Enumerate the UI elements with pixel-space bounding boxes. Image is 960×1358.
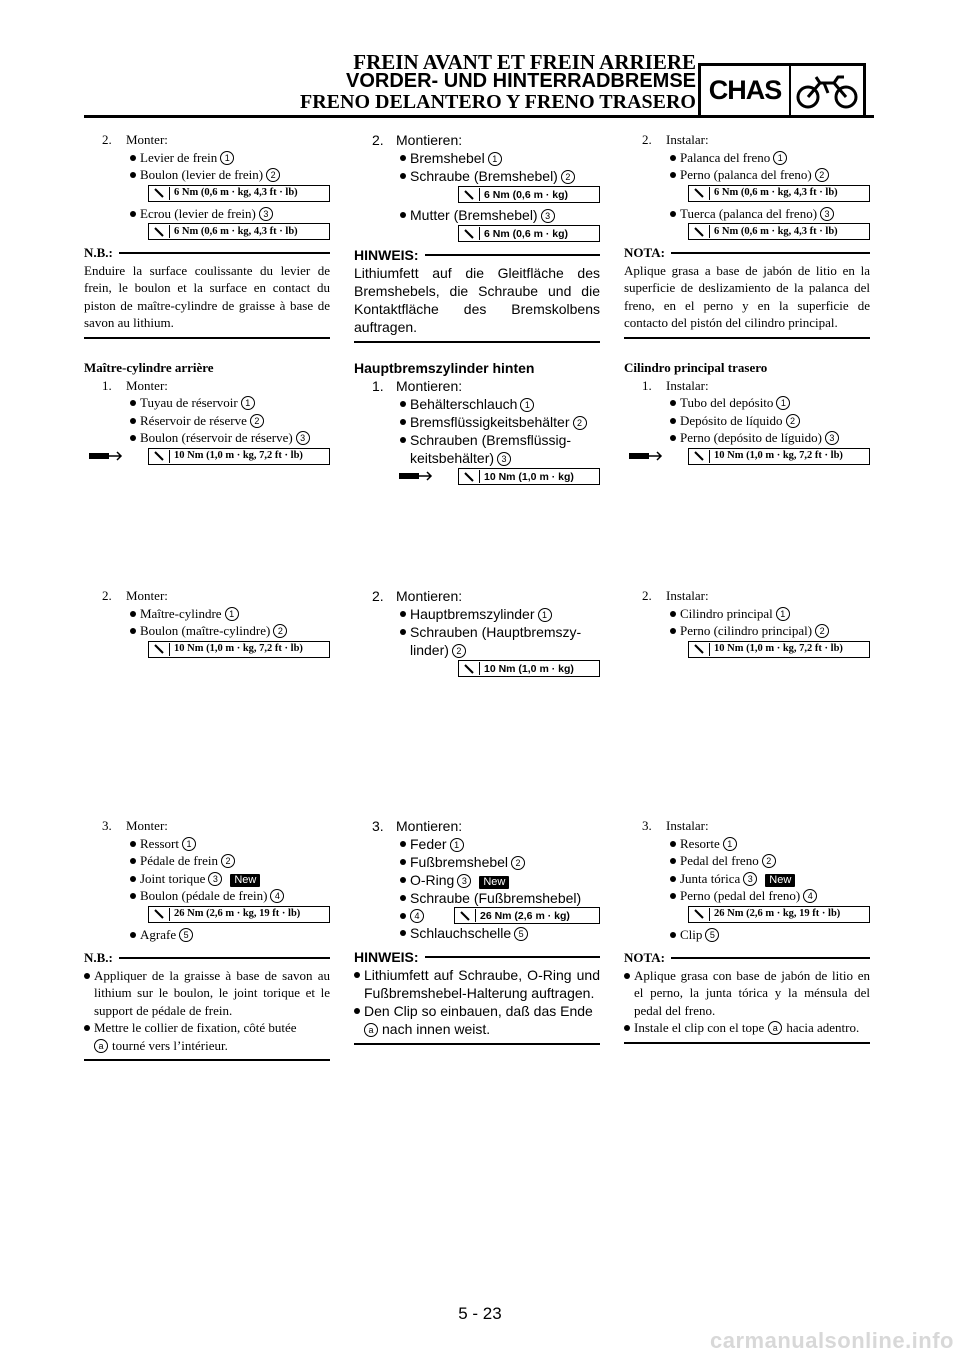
de-step-pedal: [354, 817, 600, 1045]
list-item: Depósito de líquido: [680, 412, 783, 428]
list-item: Tubo del depósito: [680, 395, 774, 410]
de-step-brake-lever: [354, 131, 600, 343]
torque-value: 26 Nm (2,6 m · kg, 19 ft · lb): [714, 908, 841, 920]
note-label: HINWEIS:: [354, 247, 419, 263]
torque-spec: [148, 223, 330, 240]
step-number: 1.: [642, 377, 652, 393]
list-item: Junta tórica: [680, 870, 741, 886]
torque-value: 6 Nm (0,6 m · kg, 4,3 ft · lb): [174, 225, 298, 237]
es-step-reservoir: [624, 359, 870, 468]
list-item: Cilindro principal: [680, 605, 773, 621]
step-number: 2.: [102, 132, 112, 147]
fr-step-reservoir: [84, 359, 330, 468]
list-item: Tuyau de réservoir: [140, 395, 238, 410]
step-number: 3.: [642, 818, 652, 833]
header-title-de: VORDER- UND HINTERRADBREMSE: [345, 70, 696, 92]
step-title: Instalar:: [666, 818, 709, 833]
callout-number: 2: [273, 624, 287, 638]
callout-number: 1: [723, 837, 737, 851]
callout-number: 3: [208, 872, 222, 886]
step-title: Monter:: [126, 377, 168, 393]
callout-number: 1: [225, 607, 239, 621]
list-item: Schraube (Fußbremshebel): [410, 890, 582, 906]
list-item: Boulon (maître-cylindre): [140, 623, 271, 638]
note-rule: [84, 337, 330, 339]
torque-spec: [688, 641, 870, 658]
note-text: Mettre le collier de fixation, côté butée: [94, 1020, 297, 1035]
locking-agent-icon: [627, 449, 679, 464]
note-item: Aplique grasa con base de jabón de litio en el perno, la junta tórica y la ménsula del pedal del freno.: [624, 967, 870, 1020]
es-step-master-cylinder: [624, 587, 870, 661]
fr-step-master-cylinder: [84, 587, 330, 661]
torque-value: 10 Nm (1,0 m · kg): [484, 470, 574, 483]
step-number: 1.: [102, 377, 112, 393]
callout-number: 5: [705, 928, 719, 942]
es-step-pedal: [624, 817, 870, 1044]
note-text: Aplique grasa a base de jabón de litio en la superficie de deslizamiento de la palanca del freno, en el perno y en la superficie de contacto del pistón del cilindro principal.: [624, 262, 870, 330]
note-rule: [84, 1059, 330, 1061]
note-item: [624, 1019, 870, 1037]
step-title: Monter:: [126, 588, 168, 603]
step-title: Monter:: [126, 818, 168, 833]
list-item: Tuerca (palanca del freno): [680, 205, 818, 221]
torque-spec: [458, 660, 600, 677]
list-item: Perno (palanca del freno): [680, 167, 812, 182]
new-part-badge: New: [230, 874, 260, 887]
note-rule: [624, 1042, 870, 1044]
step-number: 2.: [372, 588, 384, 604]
note-label: NOTA:: [624, 950, 665, 965]
torque-spec: [148, 641, 330, 658]
wrench-icon: [689, 643, 710, 656]
list-item: Feder: [410, 836, 447, 852]
callout-number: 1: [776, 607, 790, 621]
callout-number: 2: [511, 856, 525, 870]
torque-value: 6 Nm (0,6 m · kg, 4,3 ft · lb): [714, 187, 838, 199]
wrench-icon: [459, 470, 480, 483]
list-item: Perno (cilindro principal): [680, 623, 813, 638]
torque-value: 10 Nm (1,0 m · kg, 7,2 ft · lb): [174, 643, 303, 655]
list-item: O-Ring: [410, 872, 455, 888]
header-rule: [84, 115, 874, 118]
list-item: Fußbremshebel: [410, 854, 509, 870]
note-item: [84, 1019, 330, 1054]
callout-number: 1: [488, 152, 502, 166]
note-text: hacia adentro.: [786, 1020, 860, 1035]
list-item: Clip: [680, 926, 703, 942]
list-item: Pedal del freno: [680, 853, 759, 868]
step-number: 3.: [372, 818, 384, 834]
note-heading: [624, 244, 870, 262]
list-item: Levier de frein: [140, 149, 218, 165]
torque-value: 6 Nm (0,6 m · kg): [484, 188, 569, 201]
de-step-reservoir: [354, 359, 600, 488]
header-title-fr: FREIN AVANT ET FREIN ARRIERE: [353, 50, 696, 74]
list-item: Ecrou (levier de frein): [140, 205, 256, 221]
callout-number: 2: [221, 854, 235, 868]
note-rule: [624, 337, 870, 339]
torque-spec: [458, 186, 600, 203]
fr-step-pedal: [84, 817, 330, 1061]
note-heading: [354, 246, 600, 264]
list-item: Bremshebel: [410, 150, 485, 166]
callout-letter: a: [364, 1023, 378, 1037]
callout-number: 4: [270, 889, 284, 903]
torque-spec: [688, 223, 870, 240]
list-item: Joint torique: [140, 870, 206, 886]
list-item: Schrauben (Hauptbremszy-linder): [410, 624, 582, 658]
list-item: Réservoir de réserve: [140, 412, 247, 428]
callout-number: 1: [773, 151, 787, 165]
locking-agent-icon: [87, 449, 139, 464]
list-item: Behälterschlauch: [410, 396, 518, 412]
note-text: Instale el clip con el tope: [634, 1020, 765, 1035]
new-part-badge: New: [765, 874, 795, 887]
note-item: [354, 1002, 600, 1038]
list-item: Boulon (pédale de frein): [140, 888, 268, 903]
step-title: Instalar:: [666, 132, 709, 147]
wrench-icon: [149, 643, 170, 656]
torque-value: 26 Nm (2,6 m · kg, 19 ft · lb): [174, 908, 301, 920]
callout-number: 5: [514, 927, 528, 941]
callout-number: 1: [241, 396, 255, 410]
step-title: Montieren:: [396, 132, 463, 148]
note-item: Lithiumfett auf Schraube, O-Ring und Fußbremshebel-Halterung auftragen.: [354, 966, 600, 1002]
list-item: Boulon (levier de frein): [140, 167, 264, 182]
wrench-icon: [149, 908, 170, 921]
wrench-icon: [459, 227, 480, 240]
note-heading: [84, 244, 330, 262]
motorcycle-icon: [791, 66, 863, 115]
torque-spec: [688, 185, 870, 202]
watermark: carmanualsonline.info: [710, 1328, 954, 1353]
wrench-icon: [459, 662, 480, 675]
list-item: Pédale de frein: [140, 853, 218, 868]
step-title: Montieren:: [396, 378, 463, 394]
wrench-icon: [689, 187, 710, 200]
callout-number: 3: [497, 452, 511, 466]
callout-letter: a: [768, 1021, 782, 1035]
callout-number: 2: [573, 416, 587, 430]
wrench-icon: [689, 225, 710, 238]
list-item: Agrafe: [140, 926, 177, 942]
torque-value: 10 Nm (1,0 m · kg, 7,2 ft · lb): [174, 450, 303, 462]
callout-number: 4: [803, 889, 817, 903]
de-step-master-cylinder: [354, 587, 600, 680]
callout-number: 2: [815, 624, 829, 638]
note-label: NOTA:: [624, 245, 665, 260]
note-text: Den Clip so einbauen, daß das Ende: [364, 1003, 593, 1019]
subsection-title: Hauptbremszylinder hinten: [354, 360, 535, 376]
callout-number: 1: [182, 837, 196, 851]
note-heading: [84, 949, 330, 967]
step-number: 2.: [372, 132, 384, 148]
note-heading: [354, 948, 600, 966]
wrench-icon: [455, 909, 476, 922]
callout-number: 3: [743, 872, 757, 886]
step-title: Monter:: [126, 132, 168, 147]
locking-agent-icon: [397, 469, 449, 484]
list-item: Ressort: [140, 835, 179, 851]
list-item: Mutter (Bremshebel): [410, 207, 538, 223]
callout-number: 3: [825, 431, 839, 445]
callout-number: 4: [410, 909, 424, 923]
fr-step-brake-lever: [84, 131, 330, 339]
note-text: nach innen weist.: [382, 1021, 491, 1037]
torque-spec: [688, 906, 870, 923]
callout-number: 1: [538, 608, 552, 622]
callout-number: 2: [561, 170, 575, 184]
list-item: Palanca del freno: [680, 149, 771, 165]
torque-value: 10 Nm (1,0 m · kg, 7,2 ft · lb): [714, 450, 843, 462]
wrench-icon: [689, 908, 710, 921]
callout-number: 1: [776, 396, 790, 410]
wrench-icon: [459, 188, 480, 201]
callout-number: 2: [762, 854, 776, 868]
new-part-badge: New: [479, 876, 509, 889]
list-item: Hauptbremszylinder: [410, 606, 535, 622]
note-rule: [354, 1043, 600, 1045]
step-title: Montieren:: [396, 588, 463, 604]
subsection-title: Maître-cylindre arrière: [84, 360, 214, 375]
note-text: Lithiumfett auf die Gleitfläche des Bremshebels, die Schraube und die Kontaktfläche des Bremskolbens auftragen.: [354, 265, 600, 335]
es-step-brake-lever: [624, 131, 870, 339]
callout-number: 1: [220, 151, 234, 165]
list-item: Perno (depósito de líguido): [680, 430, 822, 445]
wrench-icon: [149, 187, 170, 200]
callout-number: 2: [266, 168, 280, 182]
torque-spec: [148, 906, 330, 923]
step-number: 2.: [642, 132, 652, 147]
list-item: Schlauchschelle: [410, 925, 512, 941]
step-number: 3.: [102, 818, 112, 833]
callout-number: 5: [179, 928, 193, 942]
callout-number: 3: [457, 874, 471, 888]
callout-number: 1: [520, 398, 534, 412]
callout-number: 1: [450, 838, 464, 852]
step-title: Instalar:: [666, 377, 709, 393]
torque-spec: [688, 448, 870, 465]
callout-letter: a: [94, 1039, 108, 1053]
torque-spec: [148, 185, 330, 202]
torque-value: 6 Nm (0,6 m · kg, 4,3 ft · lb): [714, 225, 838, 237]
callout-number: 3: [820, 207, 834, 221]
torque-spec: [458, 468, 600, 485]
wrench-icon: [149, 225, 170, 238]
note-text: Enduire la surface coulissante du levier de frein, le boulon et la surface en contact du piston de maître-cylindre de graisse à base de savon au lithium.: [84, 262, 330, 330]
note-item: Appliquer de la graisse à base de savon au lithium sur le boulon, le joint torique et le support de pédale de frein.: [84, 967, 330, 1020]
wrench-icon: [149, 450, 170, 463]
step-number: 2.: [102, 588, 112, 603]
torque-value: 26 Nm (2,6 m · kg): [480, 909, 570, 922]
callout-number: 3: [541, 209, 555, 223]
torque-value: 6 Nm (0,6 m · kg, 4,3 ft · lb): [174, 187, 298, 199]
note-label: HINWEIS:: [354, 949, 419, 965]
subsection-title: Cilindro principal trasero: [624, 360, 768, 375]
step-title: Instalar:: [666, 588, 709, 603]
list-item: Schrauben (Bremsflüssig-keitsbehälter): [410, 432, 572, 466]
torque-value: 6 Nm (0,6 m · kg): [484, 227, 569, 240]
torque-spec: [148, 448, 330, 465]
list-item: Bremsflüssigkeitsbehälter: [410, 414, 570, 430]
torque-spec: [458, 225, 600, 242]
step-number: 1.: [372, 378, 384, 394]
note-text: tourné vers l’intérieur.: [112, 1037, 228, 1053]
step-title: Montieren:: [396, 818, 463, 834]
section-badge: [698, 63, 866, 115]
callout-number: 2: [250, 414, 264, 428]
list-item: Resorte: [680, 835, 720, 851]
torque-value: 10 Nm (1,0 m · kg): [484, 662, 574, 675]
header-title-es: FRENO DELANTERO Y FRENO TRASERO: [300, 91, 696, 113]
step-number: 2.: [642, 588, 652, 603]
list-item: Schraube (Bremshebel): [410, 168, 558, 184]
callout-number: 2: [815, 168, 829, 182]
wrench-icon: [689, 450, 710, 463]
callout-number: 3: [259, 207, 273, 221]
note-label: N.B.:: [84, 245, 113, 260]
page-number: 5 - 23: [458, 1304, 502, 1323]
callout-number: 3: [296, 431, 310, 445]
note-rule: [354, 341, 600, 343]
callout-number: 2: [452, 644, 466, 658]
list-item: Perno (pedal del freno): [680, 888, 801, 903]
section-code: CHAS: [701, 66, 791, 115]
torque-value: 10 Nm (1,0 m · kg, 7,2 ft · lb): [714, 643, 843, 655]
torque-spec: [454, 907, 600, 924]
list-item: Boulon (réservoir de réserve): [140, 430, 293, 445]
note-label: N.B.:: [84, 950, 113, 965]
callout-number: 2: [786, 414, 800, 428]
note-heading: [624, 949, 870, 967]
list-item: Maître-cylindre: [140, 605, 222, 621]
